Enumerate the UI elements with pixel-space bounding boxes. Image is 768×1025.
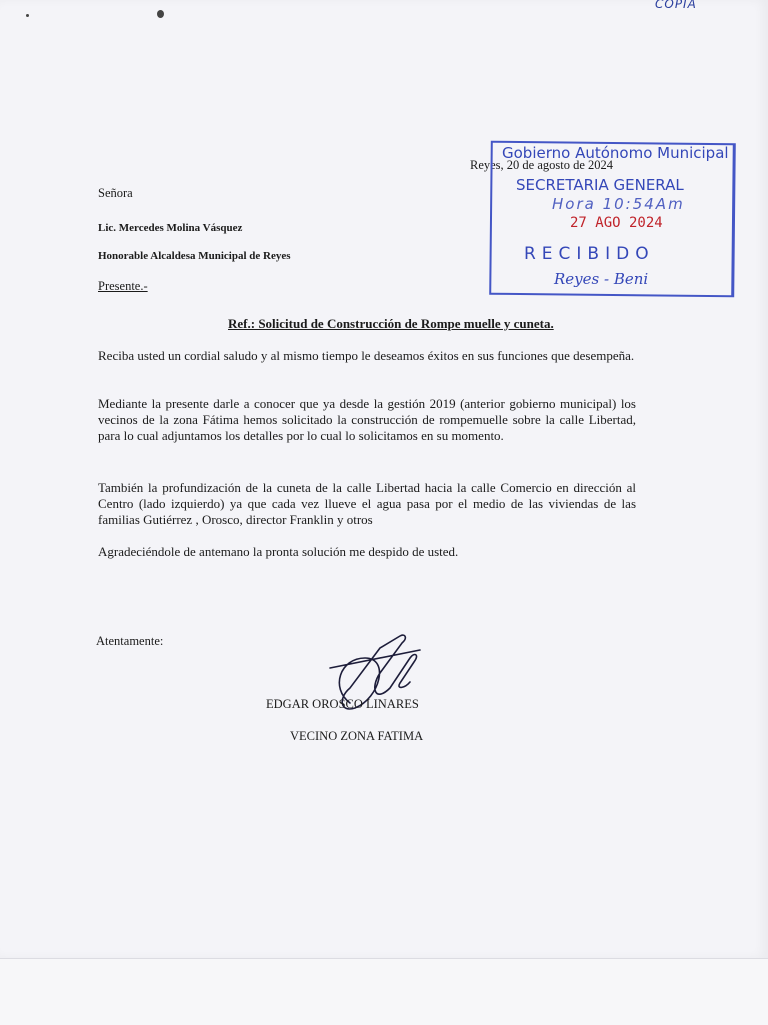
copy-annotation: COPIA <box>655 0 697 11</box>
handwritten-signature <box>310 628 440 728</box>
presente-line: Presente.- <box>98 279 148 293</box>
closing: Atentamente: <box>96 634 164 648</box>
stamp-department: SECRETARIA GENERAL <box>516 176 684 194</box>
stamp-status: RECIBIDO <box>524 244 655 264</box>
scan-bottom-margin <box>0 958 768 1025</box>
place-date: Reyes, 20 de agosto de 2024 <box>470 158 614 172</box>
recipient-name: Lic. Mercedes Molina Vásquez <box>98 222 243 234</box>
body-paragraph-2: Mediante la presente darle a conocer que ya desde la gestión 2019 (anterior gobierno municipal) los vecinos de la zona Fátima hemos solicitado la construcción de rompemuelle sobre la calle Libertad, para lo cual adjuntamos los detalles por lo cual lo solicitamos en su momento. <box>98 396 636 443</box>
reference-line: Ref.: Solicitud de Construcción de Rompe muelle y cuneta. <box>228 316 554 331</box>
signer-role: VECINO ZONA FATIMA <box>290 729 424 743</box>
stamp-date: 27 AGO 2024 <box>570 215 663 231</box>
stamp-time: Hora 10:54Am <box>552 195 685 213</box>
punch-mark <box>157 10 164 18</box>
punch-mark <box>26 14 29 17</box>
body-paragraph-4: Agradeciéndole de antemano la pronta solución me despido de usted. <box>98 544 459 559</box>
body-paragraph-1: Reciba usted un cordial saludo y al mismo tiempo le deseamos éxitos en sus funciones que desempeña. <box>98 348 635 363</box>
stamp-location: Reyes - Beni <box>554 270 649 288</box>
stamp-institution: Gobierno Autónomo Municipal <box>502 144 729 162</box>
recipient-title: Honorable Alcaldesa Municipal de Reyes <box>98 250 291 262</box>
received-stamp <box>490 142 736 302</box>
signer-name: EDGAR OROSCO LINARES <box>266 697 419 711</box>
salutation: Señora <box>98 186 133 200</box>
body-paragraph-3: También la profundización de la cuneta de la calle Libertad hacia la calle Comercio en dirección al Centro (lado izquierdo) ya que cada vez llueve el agua pasa por el medio de las viviendas de las familias Gutiérrez , Orosco, director Franklin y otros <box>98 480 636 527</box>
